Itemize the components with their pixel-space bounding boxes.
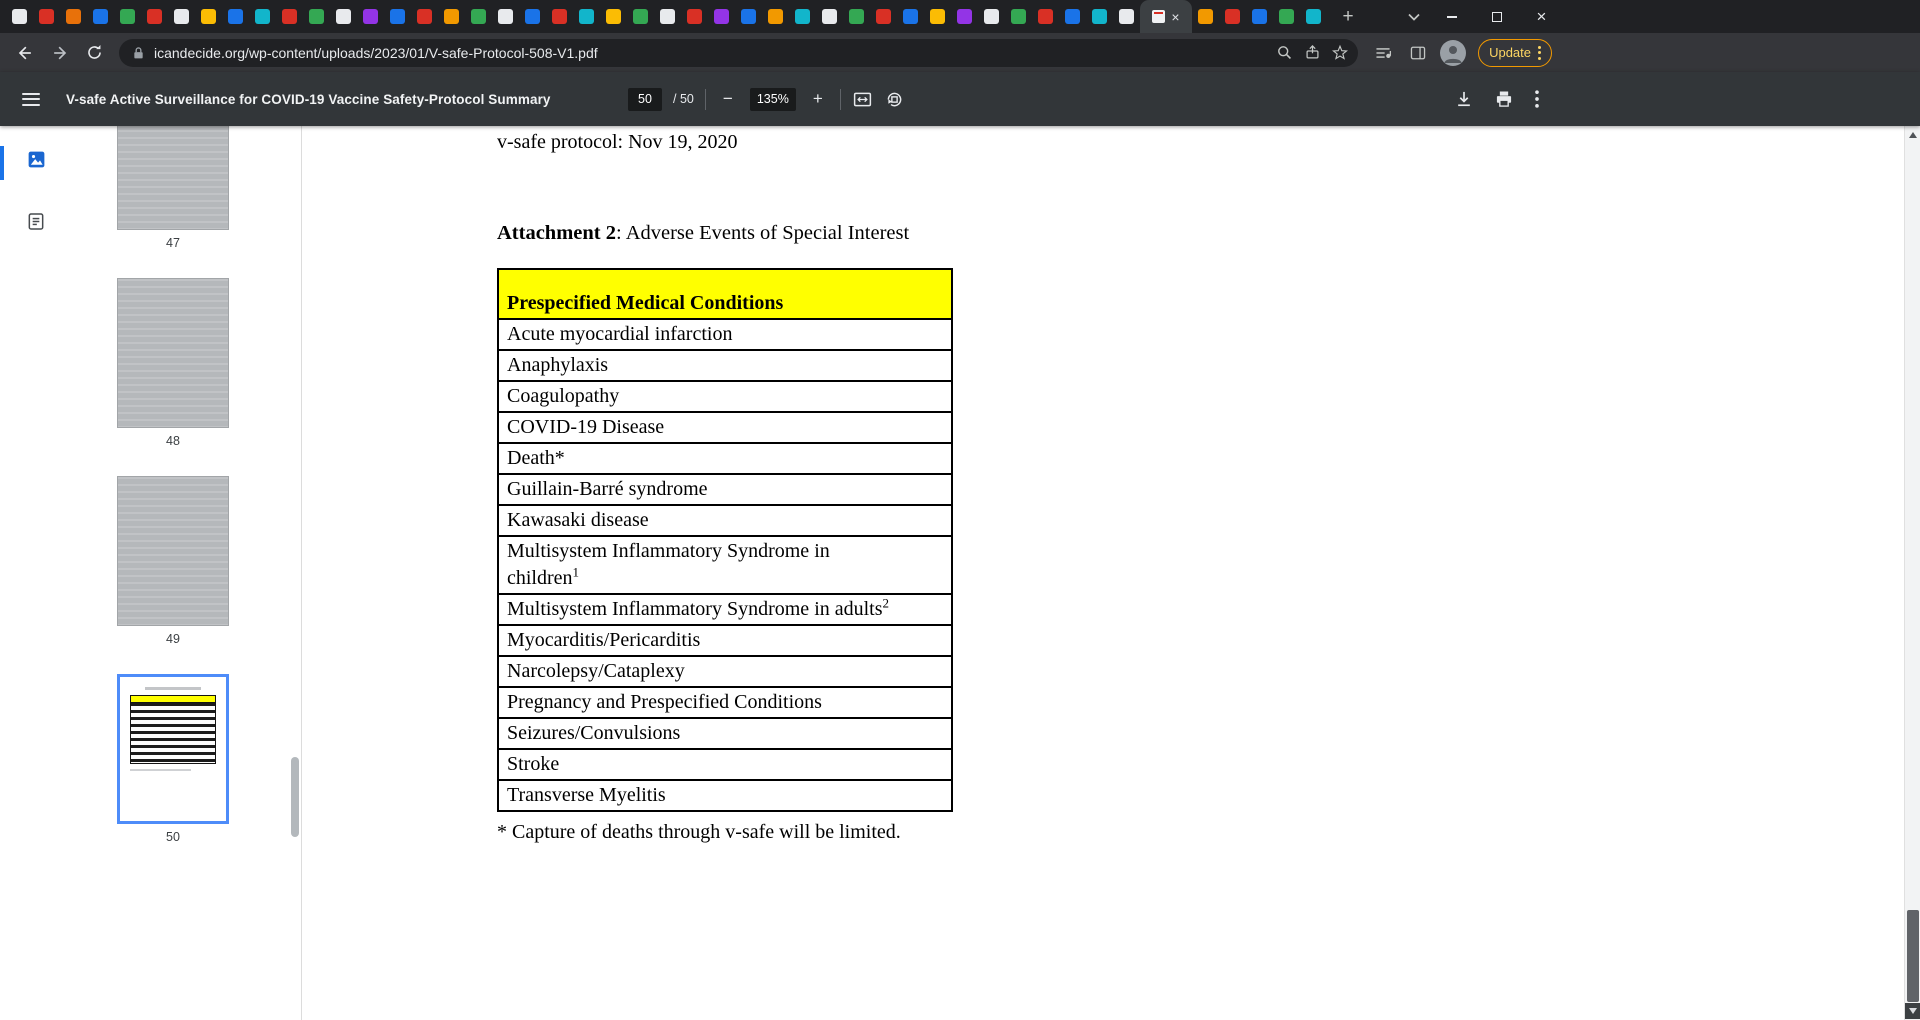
browser-tab[interactable]	[114, 0, 141, 33]
fit-to-width-icon[interactable]	[852, 89, 873, 110]
browser-tab[interactable]	[276, 0, 303, 33]
tab-favicon	[120, 9, 135, 24]
pdf-page-50	[497, 130, 1257, 844]
maximize-button[interactable]	[1474, 0, 1519, 33]
side-panel-icon[interactable]	[1401, 36, 1434, 69]
tab-favicon	[741, 9, 756, 24]
browser-tab[interactable]	[249, 0, 276, 33]
browser-tab[interactable]	[600, 0, 627, 33]
zoom-in-button[interactable]: +	[812, 89, 823, 108]
browser-tab[interactable]	[1300, 0, 1327, 33]
browser-tab[interactable]	[1005, 0, 1032, 33]
lock-icon	[131, 45, 146, 61]
pdf-more-options-icon[interactable]	[1534, 89, 1540, 109]
tab-favicon	[849, 9, 864, 24]
print-icon[interactable]	[1494, 89, 1514, 109]
kebab-menu-icon[interactable]	[1538, 46, 1541, 60]
tab-favicon	[876, 9, 891, 24]
tab-favicon	[984, 9, 999, 24]
browser-tab[interactable]	[465, 0, 492, 33]
thumb-table-body	[130, 702, 216, 764]
browser-tab[interactable]	[492, 0, 519, 33]
pdf-action-buttons	[1454, 72, 1540, 126]
table-row	[498, 594, 952, 625]
maximize-icon	[1492, 12, 1502, 22]
browser-tab[interactable]	[816, 0, 843, 33]
table-row	[498, 505, 952, 536]
tab-favicon	[579, 9, 594, 24]
browser-tab[interactable]	[168, 0, 195, 33]
browser-tab[interactable]	[1273, 0, 1300, 33]
tab-favicon	[417, 9, 432, 24]
pdf-page-zoom-controls	[628, 72, 905, 126]
table-row	[498, 412, 952, 443]
window-controls	[1399, 0, 1564, 33]
attachment-title: : Adverse Events of Special Interest	[616, 222, 910, 244]
browser-tab[interactable]	[411, 0, 438, 33]
main-scrollbar[interactable]	[1904, 126, 1920, 1020]
browser-tab[interactable]	[870, 0, 897, 33]
tab-favicon	[498, 9, 513, 24]
condition-cell: Kawasaki disease	[498, 505, 952, 536]
table-row	[498, 350, 952, 381]
condition-cell: COVID-19 Disease	[498, 412, 952, 443]
thumb-text-line	[145, 687, 200, 690]
tab-favicon	[768, 9, 783, 24]
condition-cell: Guillain-Barré syndrome	[498, 474, 952, 505]
thumb-footnote-line	[130, 769, 191, 771]
tab-favicon	[66, 9, 81, 24]
attachment-heading	[497, 220, 1257, 246]
condition-cell: Multisystem Inflammatory Syndrome in adults$^2$	[498, 594, 952, 625]
pdf-page-view	[302, 126, 1920, 1020]
tab-favicon	[174, 9, 189, 24]
zoom-indicator-icon[interactable]	[1270, 39, 1298, 67]
tab-favicon	[1119, 9, 1134, 24]
browser-tab[interactable]	[519, 0, 546, 33]
browser-tab[interactable]	[1192, 0, 1219, 33]
page-total-label: / 50	[673, 92, 694, 106]
tab-strip	[0, 0, 1920, 33]
tab-favicon	[1306, 9, 1321, 24]
browser-tab[interactable]	[789, 0, 816, 33]
tab-favicon	[1038, 9, 1053, 24]
browser-tab[interactable]	[924, 0, 951, 33]
pdf-sidebar	[0, 126, 302, 1020]
tab-favicon	[1279, 9, 1294, 24]
condition-cell: Seizures/Convulsions	[498, 718, 952, 749]
tab-favicon	[1011, 9, 1026, 24]
tab-favicon	[1252, 9, 1267, 24]
tab-list-left	[6, 0, 1140, 33]
browser-tab[interactable]	[357, 0, 384, 33]
browser-tab[interactable]	[222, 0, 249, 33]
thumbnail-item-48[interactable]	[117, 278, 229, 447]
address-bar[interactable]	[119, 39, 1358, 67]
update-label: Update	[1489, 45, 1531, 60]
main-scrollbar-thumb[interactable]	[1907, 910, 1919, 1002]
browser-tab[interactable]	[1086, 0, 1113, 33]
bookmark-star-icon[interactable]	[1326, 39, 1354, 67]
browser-tab[interactable]	[1219, 0, 1246, 33]
pdf-document-title: V-safe Active Surveillance for COVID-19 Vaccine Safety-Protocol Summary	[66, 91, 551, 107]
tab-favicon	[957, 9, 972, 24]
table-row	[498, 625, 952, 656]
minimize-button[interactable]	[1429, 0, 1474, 33]
table-row	[498, 381, 952, 412]
tab-favicon	[795, 9, 810, 24]
minimize-icon	[1447, 16, 1457, 18]
thumbnail-item-47[interactable]	[117, 126, 229, 249]
tab-favicon	[93, 9, 108, 24]
browser-tab[interactable]	[60, 0, 87, 33]
browser-tab[interactable]	[546, 0, 573, 33]
tab-favicon	[903, 9, 918, 24]
forward-button[interactable]	[43, 36, 76, 69]
navigation-bar	[0, 33, 1920, 72]
thumbnail-item-50[interactable]	[117, 674, 229, 843]
browser-tab[interactable]	[843, 0, 870, 33]
thumbnail-list	[54, 126, 292, 1020]
table-row	[498, 780, 952, 811]
pdf-toolbar	[0, 72, 1920, 126]
pdf-viewer-content	[0, 126, 1920, 1020]
close-icon: ×	[1536, 7, 1547, 26]
toolbar-separator	[840, 89, 841, 110]
browser-tab[interactable]	[627, 0, 654, 33]
thumbnail-preview-50[interactable]	[117, 674, 229, 824]
scroll-up-arrow[interactable]	[1905, 127, 1920, 143]
download-icon[interactable]	[1454, 89, 1474, 109]
protocol-date-line: v-safe protocol: Nov 19, 2020	[497, 131, 738, 153]
condition-cell: Myocarditis/Pericarditis	[498, 625, 952, 656]
tab-favicon	[255, 9, 270, 24]
back-button[interactable]	[8, 36, 41, 69]
thumbnail-item-49[interactable]	[117, 476, 229, 645]
tab-favicon	[714, 9, 729, 24]
page-number-input[interactable]: 50	[628, 88, 662, 111]
condition-cell: Narcolepsy/Cataplexy	[498, 656, 952, 687]
browser-tab[interactable]	[978, 0, 1005, 33]
tab-close-icon[interactable]: ×	[1171, 8, 1180, 25]
zoom-out-button[interactable]: −	[722, 89, 733, 108]
browser-tab[interactable]	[1032, 0, 1059, 33]
browser-tab[interactable]	[897, 0, 924, 33]
table-row	[498, 319, 952, 350]
share-icon[interactable]	[1298, 39, 1326, 67]
tab-favicon	[1092, 9, 1107, 24]
browser-tab[interactable]	[384, 0, 411, 33]
tab-list-right	[1192, 0, 1327, 33]
browser-tab[interactable]	[303, 0, 330, 33]
browser-tab[interactable]	[141, 0, 168, 33]
table-row	[498, 443, 952, 474]
browser-tab[interactable]	[195, 0, 222, 33]
tab-favicon	[390, 9, 405, 24]
reload-button[interactable]	[78, 36, 111, 69]
thumbnail-page-number: 50	[166, 830, 180, 844]
tab-favicon	[552, 9, 567, 24]
thumbnail-page-number: 49	[166, 632, 180, 646]
zoom-level-input[interactable]: 135%	[750, 88, 796, 111]
browser-tab[interactable]	[762, 0, 789, 33]
active-tab-favicon	[1152, 10, 1165, 23]
browser-tab[interactable]	[6, 0, 33, 33]
tab-favicon	[228, 9, 243, 24]
condition-cell: Coagulopathy	[498, 381, 952, 412]
document-outline-icon[interactable]	[26, 211, 46, 232]
browser-tab[interactable]	[330, 0, 357, 33]
tab-favicon	[1198, 9, 1213, 24]
thumbnails-view-icon[interactable]	[26, 149, 47, 170]
browser-tab[interactable]	[681, 0, 708, 33]
tab-favicon	[147, 9, 162, 24]
rotate-icon[interactable]	[884, 89, 905, 110]
sidebar-active-indicator	[0, 146, 4, 180]
thumbnail-preview-47[interactable]	[117, 126, 229, 230]
pdf-menu-icon[interactable]	[22, 93, 40, 106]
browser-tab[interactable]	[438, 0, 465, 33]
url-text[interactable]: icandecide.org/wp-content/uploads/2023/01/V-safe-Protocol-508-V1.pdf	[154, 44, 598, 61]
tab-favicon	[282, 9, 297, 24]
tab-favicon	[633, 9, 648, 24]
thumb-table-header	[130, 695, 216, 702]
tab-favicon	[309, 9, 324, 24]
condition-cell: Multisystem Inflammatory Syndrome in children$^1$	[498, 536, 952, 594]
browser-tab[interactable]	[708, 0, 735, 33]
tab-favicon	[930, 9, 945, 24]
thumbnail-page-number: 47	[166, 236, 180, 250]
thumbnail-page-number: 48	[166, 434, 180, 448]
tab-favicon	[606, 9, 621, 24]
new-tab-button[interactable]: +	[1342, 5, 1354, 27]
browser-tab[interactable]	[1113, 0, 1140, 33]
browser-tab[interactable]	[1246, 0, 1273, 33]
table-row	[498, 749, 952, 780]
thumbnail-preview-49[interactable]	[117, 476, 229, 626]
browser-tab[interactable]	[1059, 0, 1086, 33]
tab-favicon	[660, 9, 675, 24]
condition-cell: Acute myocardial infarction	[498, 319, 952, 350]
toolbar-separator	[705, 89, 706, 110]
table-row	[498, 656, 952, 687]
sidebar-scrollbar-thumb[interactable]	[291, 757, 299, 837]
media-controls-icon[interactable]	[1366, 36, 1399, 69]
condition-cell: Transverse Myelitis	[498, 780, 952, 811]
scroll-down-arrow[interactable]	[1905, 1003, 1920, 1019]
tab-favicon	[1225, 9, 1240, 24]
browser-tab[interactable]	[735, 0, 762, 33]
tab-favicon	[525, 9, 540, 24]
table-row	[498, 687, 952, 718]
profile-avatar[interactable]	[1440, 40, 1466, 66]
browser-tab[interactable]	[654, 0, 681, 33]
prespecified-conditions-table	[497, 268, 953, 812]
tab-favicon	[12, 9, 27, 24]
update-button[interactable]	[1478, 39, 1552, 67]
active-tab[interactable]	[1140, 0, 1192, 33]
table-row	[498, 718, 952, 749]
tab-favicon	[687, 9, 702, 24]
browser-tab[interactable]	[33, 0, 60, 33]
browser-tab[interactable]	[87, 0, 114, 33]
browser-tab[interactable]	[951, 0, 978, 33]
close-window-button[interactable]	[1519, 0, 1564, 33]
thumbnail-preview-48[interactable]	[117, 278, 229, 428]
condition-cell: Stroke	[498, 749, 952, 780]
browser-tab[interactable]	[573, 0, 600, 33]
tab-favicon	[1065, 9, 1080, 24]
table-row	[498, 536, 952, 594]
table-row	[498, 474, 952, 505]
condition-cell: Anaphylaxis	[498, 350, 952, 381]
tab-search-chevron-icon[interactable]	[1399, 0, 1429, 33]
death-footnote: * Capture of deaths through v-safe will be limited.	[497, 821, 901, 843]
condition-cell: Death*	[498, 443, 952, 474]
attachment-label: Attachment 2	[497, 222, 616, 244]
tab-favicon	[336, 9, 351, 24]
tab-favicon	[471, 9, 486, 24]
tab-favicon	[363, 9, 378, 24]
tab-favicon	[822, 9, 837, 24]
condition-cell: Pregnancy and Prespecified Conditions	[498, 687, 952, 718]
tab-favicon	[201, 9, 216, 24]
tab-favicon	[39, 9, 54, 24]
tab-favicon	[444, 9, 459, 24]
table-header-cell: Prespecified Medical Conditions	[498, 269, 952, 319]
